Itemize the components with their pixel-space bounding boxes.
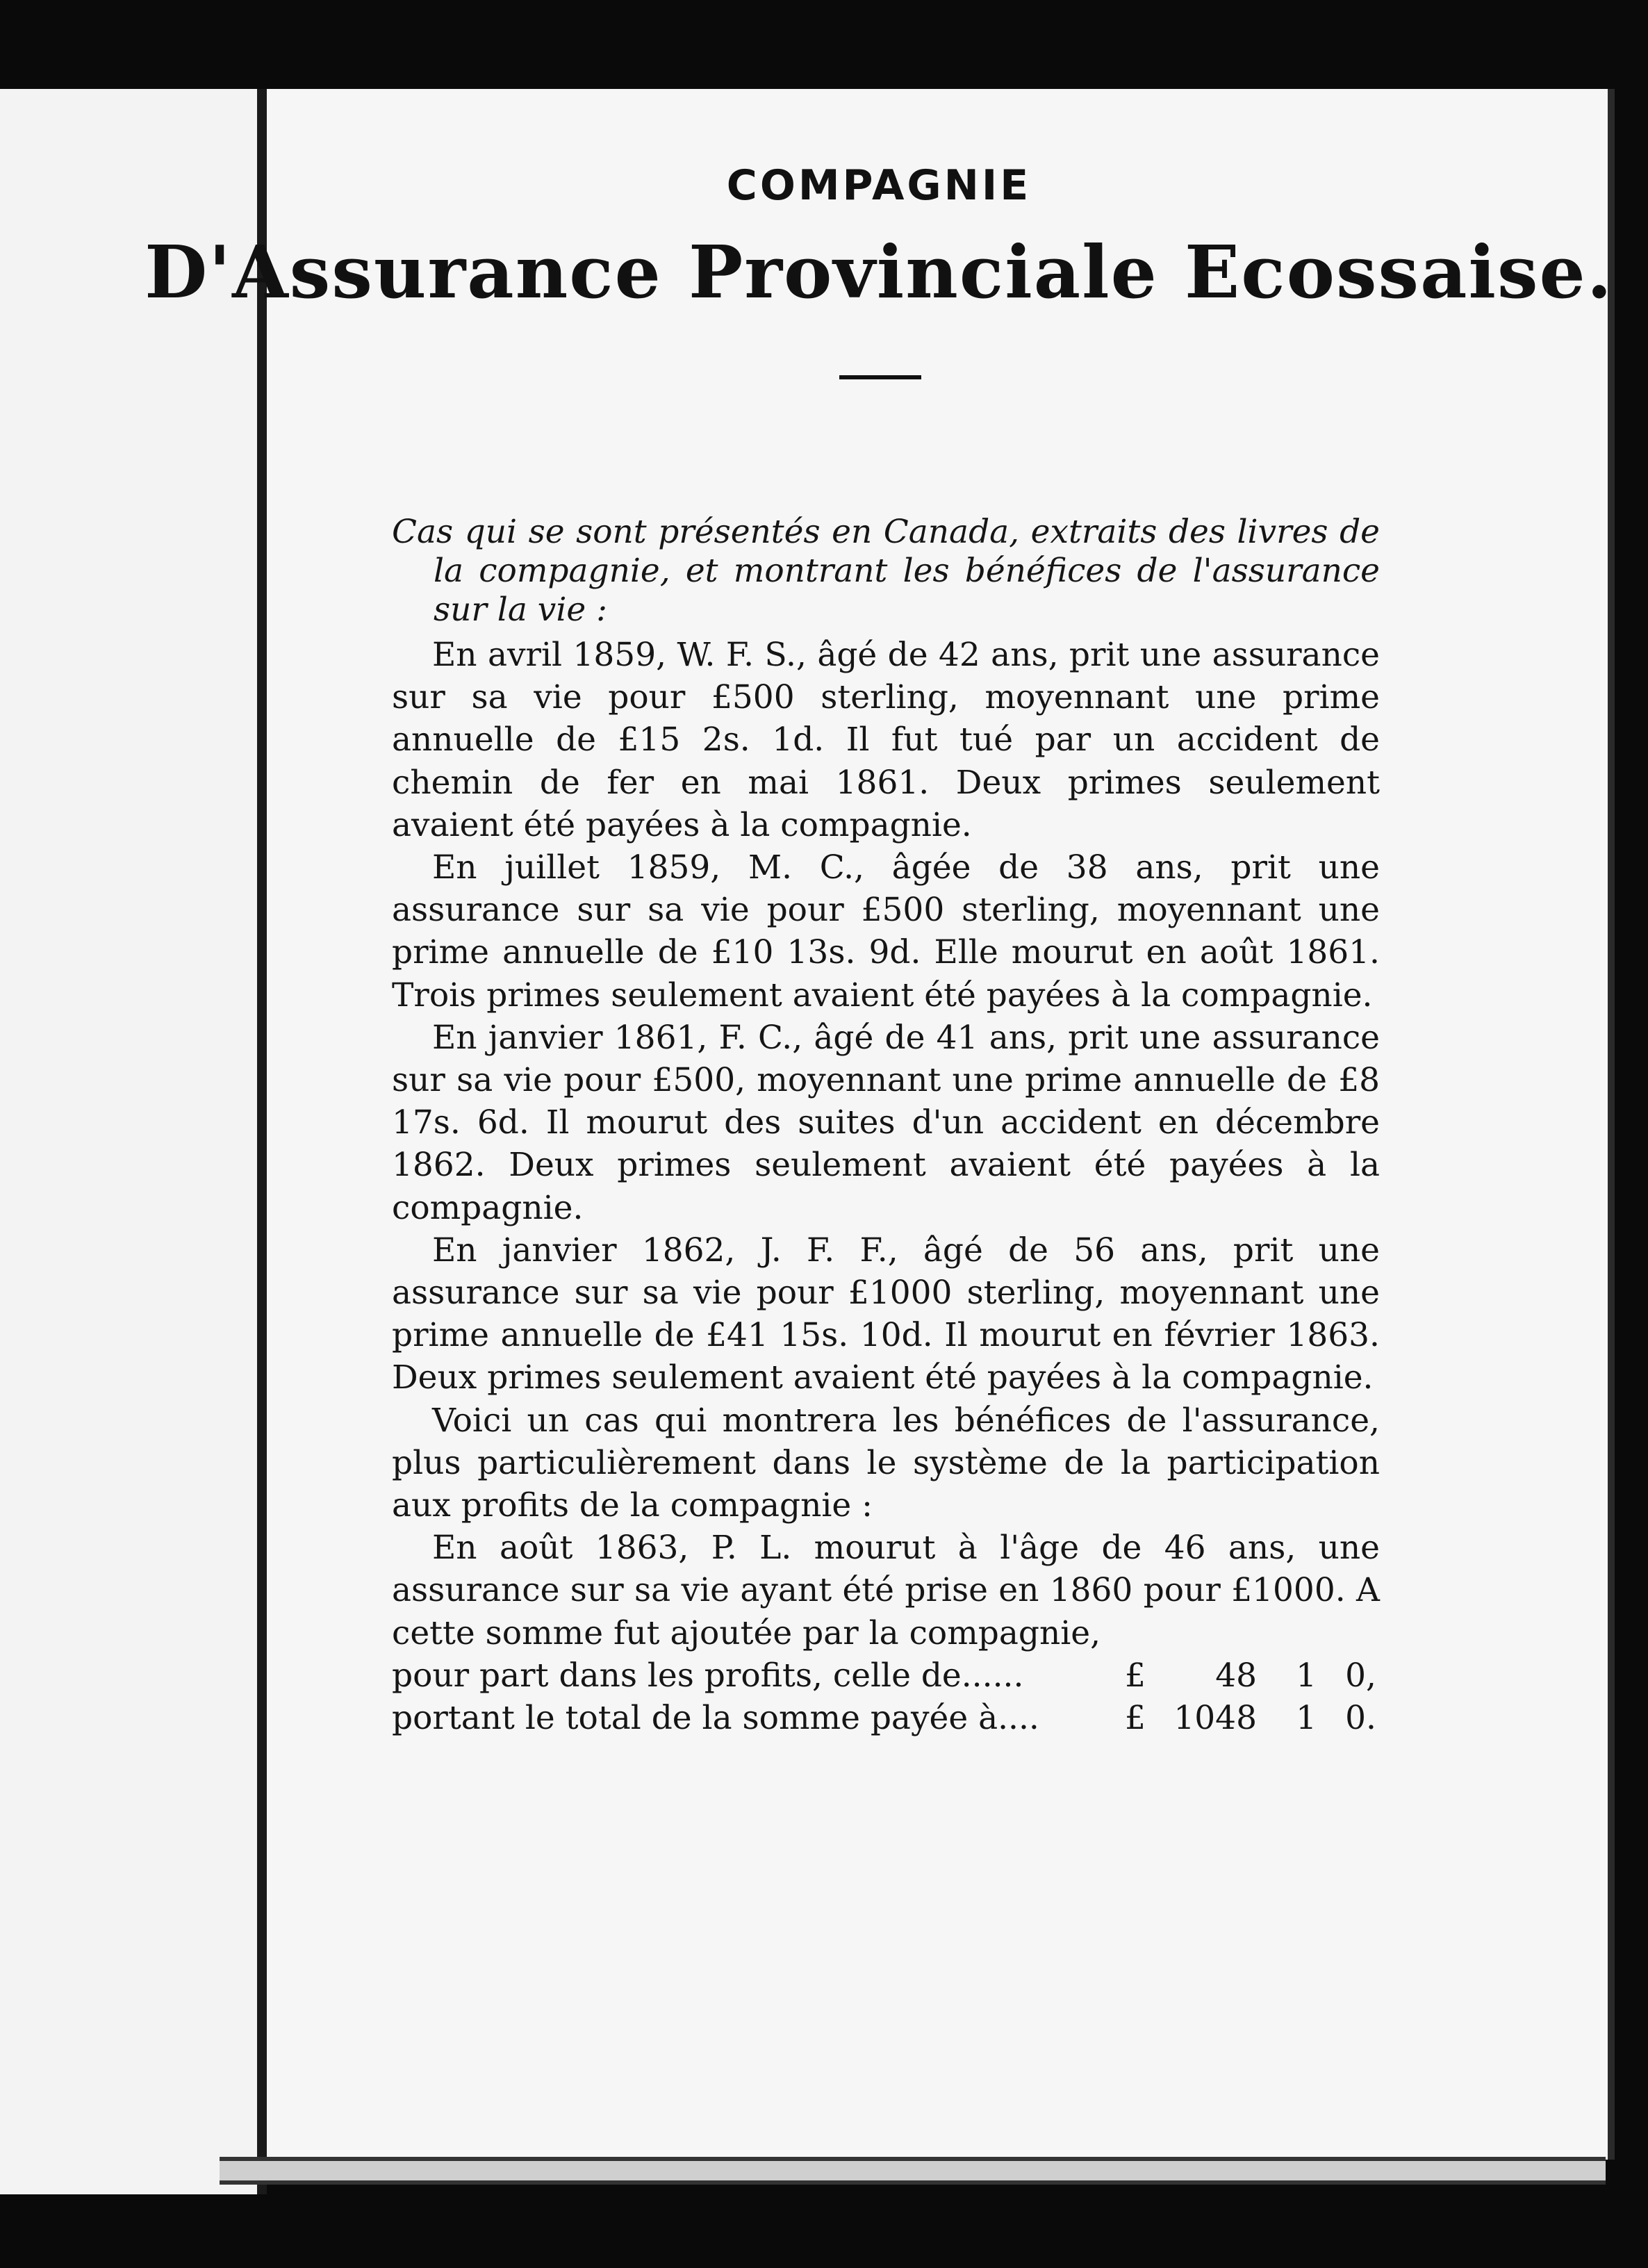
page-bottom-edge xyxy=(220,2157,1606,2185)
participation-paragraph: Voici un cas qui montrera les bénéfices de l'assurance, plus particulièrement dans le système de la participation aux profits de la compagnie : xyxy=(392,1401,1380,1525)
document-subheading: D'Assurance Provinciale Ecossaise. xyxy=(145,229,1613,315)
facing-page-edge xyxy=(0,89,257,2194)
total-paid-row xyxy=(392,1697,1380,1739)
title-rule-divider xyxy=(839,375,921,379)
profit-share-currency: £ xyxy=(1125,1656,1146,1695)
total-paid-pence: 0. xyxy=(1345,1699,1376,1738)
total-paid-label: portant le total de la somme payée à.... xyxy=(392,1699,1039,1738)
profit-share-row xyxy=(392,1654,1380,1697)
document-heading: COMPAGNIE xyxy=(726,161,1032,210)
case-paragraph-4: En janvier 1862, J. F. F., âgé de 56 ans, prit une assurance sur sa vie pour £1000 sterling, moyennant une prime annuelle de £41 15s. 10d. Il mourut en février 1863. Deux primes seulement avaient été payées à la compagnie. xyxy=(392,1231,1380,1397)
profit-share-pence: 0, xyxy=(1345,1656,1376,1695)
body-text xyxy=(392,513,1380,1739)
case-paragraph-1: En avril 1859, W. F. S., âgé de 42 ans, prit une assurance sur sa vie pour £500 sterling, moyennant une prime annuelle de £15 2s. 1d. Il fut tué par un accident de chemin de fer en mai 1861. Deux primes seulement avaient été payées à la compagnie. xyxy=(392,636,1380,844)
case-paragraph-2: En juillet 1859, M. C., âgée de 38 ans, prit une assurance sur sa vie pour £500 sterling, moyennant une prime annuelle de £10 13s. 9d. Elle mourut en août 1861. Trois primes seulement avaient été payées à la compagnie. xyxy=(392,848,1380,1014)
intro-paragraph: Cas qui se sont présentés en Canada, extraits des livres de la compagnie, et montrant les bénéfices de l'assurance sur la vie : xyxy=(392,513,1380,629)
profit-share-shillings: 1 xyxy=(1296,1656,1317,1695)
profit-share-pounds: 48 xyxy=(1215,1656,1257,1695)
total-paid-currency: £ xyxy=(1125,1699,1146,1738)
case-paragraph-3: En janvier 1861, F. C., âgé de 41 ans, prit une assurance sur sa vie pour £500, moyennant une prime annuelle de £8 17s. 6d. Il mourut des suites d'un accident en décembre 1862. Deux primes seulement avaient été payées à la compagnie. xyxy=(392,1018,1380,1227)
page-gutter xyxy=(257,89,267,2194)
profit-share-label: pour part dans les profits, celle de...... xyxy=(392,1656,1024,1695)
total-paid-pounds: 1048 xyxy=(1173,1699,1257,1738)
total-paid-shillings: 1 xyxy=(1296,1699,1317,1738)
profit-case-paragraph: En août 1863, P. L. mourut à l'âge de 46 ans, une assurance sur sa vie ayant été prise en 1860 pour £1000. A cette somme fut ajoutée par la compagnie, xyxy=(392,1529,1380,1652)
